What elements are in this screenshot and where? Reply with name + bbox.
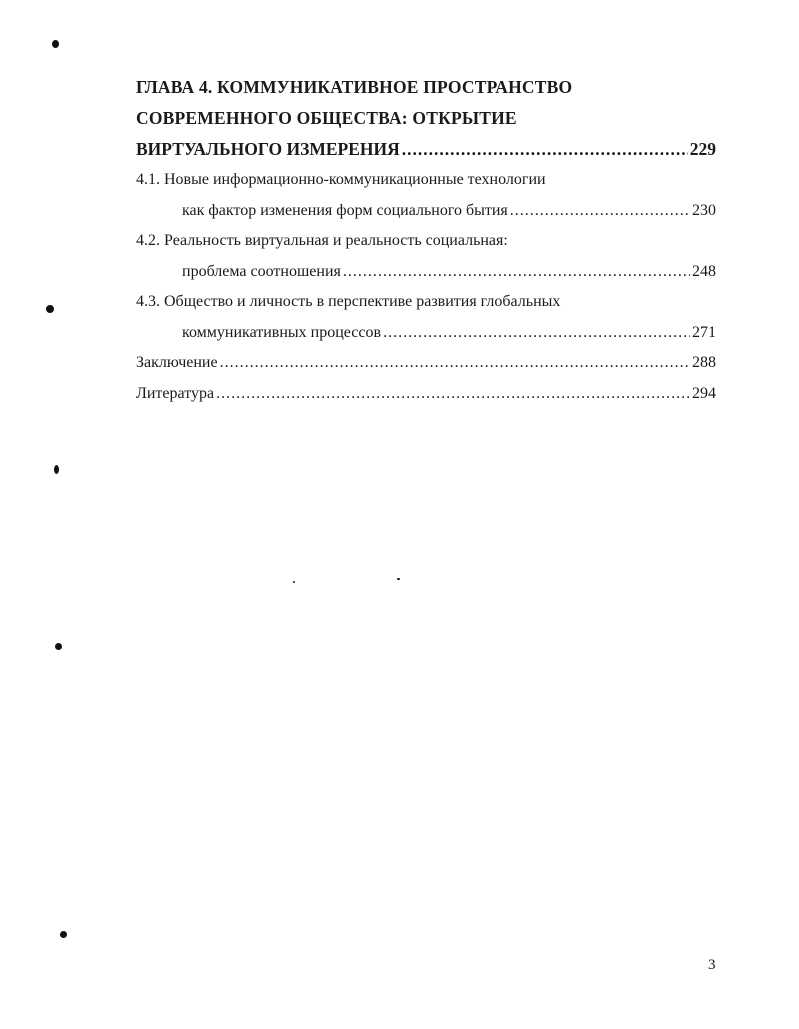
literature-page-number: 294 [692,384,716,402]
scan-speck [293,581,295,583]
scan-mark [60,931,67,938]
scan-mark [52,40,59,48]
literature-entry [136,379,716,410]
conclusion-page-number: 288 [692,354,716,371]
literature-label: Литература [136,384,215,402]
conclusion-label: Заключение [136,354,218,371]
section-page-number: 271 [692,323,716,341]
scan-mark [46,305,54,313]
section-4-1-line-1: 4.1. Новые информационно-коммуникационные технологии [136,171,546,188]
section-4-2-line-2 [136,257,716,288]
chapter-title-line-3 [136,134,716,165]
chapter-title-line-2: СОВРЕМЕННОГО ОБЩЕСТВА: ОТКРЫТИЕ [136,108,517,128]
section-title-text: как фактор изменения форм социального бытия [182,201,508,219]
page-number: 3 [708,957,716,973]
dot-leader [510,196,690,227]
scan-speck [397,578,400,580]
conclusion-entry [136,348,716,379]
scan-mark [54,465,59,474]
scan-mark [55,643,62,650]
table-of-contents [136,72,716,409]
section-4-3-line-1: 4.3. Общество и личность в перспективе развития глобальных [136,293,561,310]
section-4-1-line-2 [136,196,716,227]
dot-leader [383,318,690,349]
chapter-title-text: ВИРТУАЛЬНОГО ИЗМЕРЕНИЯ [136,139,400,159]
section-page-number: 230 [692,201,716,219]
dot-leader [216,379,690,410]
section-4-3-line-2 [136,318,716,349]
section-4-2-line-1: 4.2. Реальность виртуальная и реальность социальная: [136,232,508,249]
section-page-number: 248 [692,262,716,280]
dot-leader [402,134,688,165]
section-title-text: коммуникативных процессов [182,323,382,341]
dot-leader [343,257,690,288]
chapter-title-line-1: ГЛАВА 4. КОММУНИКАТИВНОЕ ПРОСТРАНСТВО [136,77,573,97]
dot-leader [220,348,690,379]
section-title-text: проблема соотношения [182,262,341,280]
chapter-page-number: 229 [689,139,716,159]
